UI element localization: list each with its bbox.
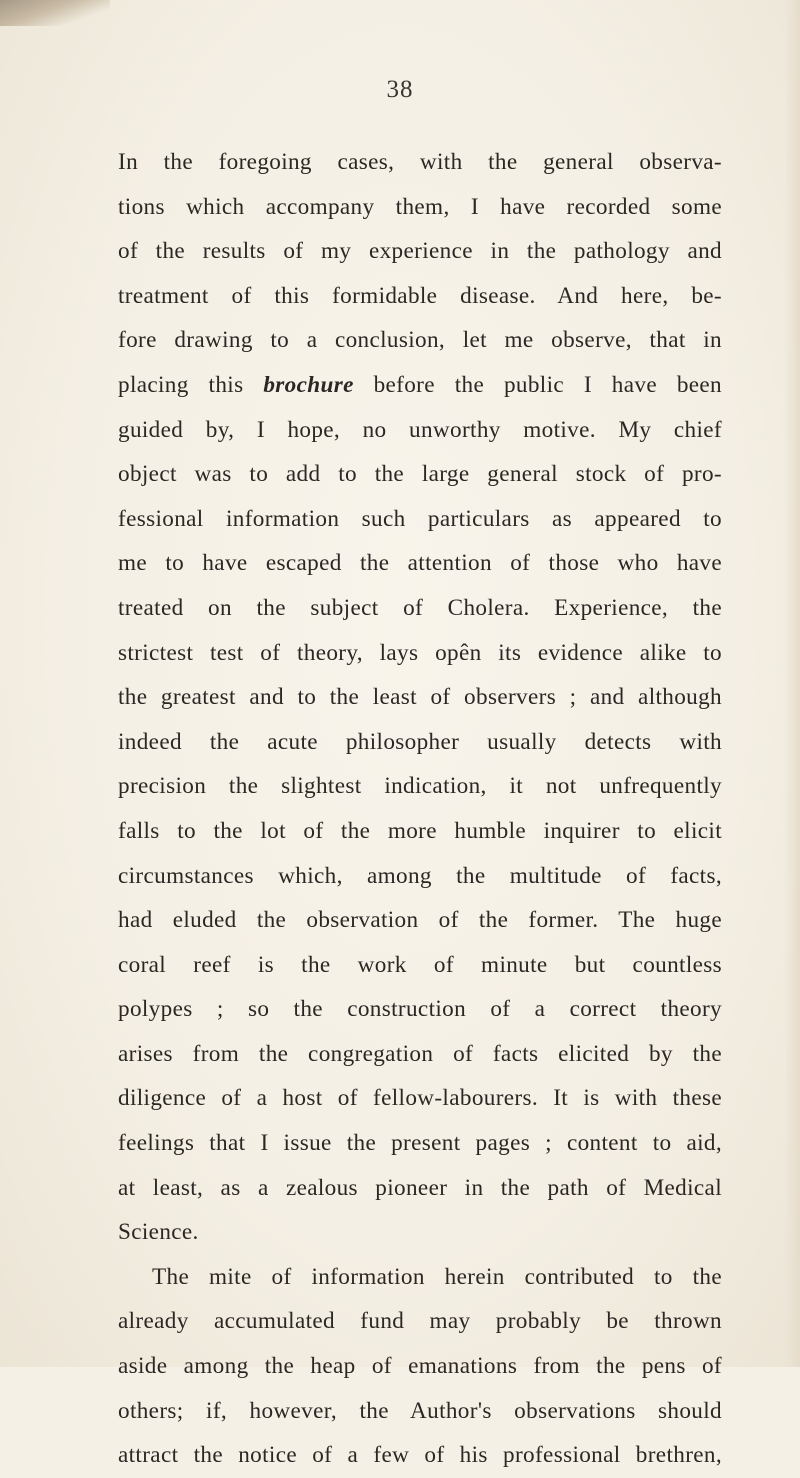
text-line: polypes ; so the construction of a correct theory xyxy=(118,996,722,1023)
text-line: diligence of a host of fellow-labourers. It is with these xyxy=(118,1085,722,1112)
text-line: aside among the heap of emanations from the pens of xyxy=(118,1353,722,1380)
text-line: falls to the lot of the more humble inquirer to elicit xyxy=(118,817,722,844)
text-line: The mite of information herein contributed to the xyxy=(152,1263,722,1290)
text-line: attract the notice of a few of his professional brethren, xyxy=(118,1442,722,1469)
text-line: feelings that I issue the present pages ; content to aid, xyxy=(118,1130,722,1157)
text-line: the greatest and to the least of observers ; and although xyxy=(118,684,722,711)
text-line: Science. xyxy=(118,1219,199,1246)
text-line: coral reef is the work of minute but countless xyxy=(118,951,722,978)
text-line: precision the slightest indication, it not unfrequently xyxy=(118,773,722,800)
page-number: 38 xyxy=(386,76,414,103)
edge-shadow xyxy=(784,0,800,1367)
text-line: of the results of my experience in the pathology and xyxy=(118,238,722,265)
text-line: others; if, however, the Author's observations should xyxy=(118,1397,722,1424)
text-line: circumstances which, among the multitude of facts, xyxy=(118,862,722,889)
text-line: fessional information such particulars as appeared to xyxy=(118,505,722,532)
text-line: tions which accompany them, I have recorded some xyxy=(118,193,722,220)
paragraph-2 xyxy=(118,1255,722,1478)
text-line: arises from the congregation of facts elicited by the xyxy=(118,1040,722,1067)
italic-word: brochure xyxy=(263,371,354,398)
text-line: had eluded the observation of the former. The huge xyxy=(118,907,722,934)
text-line: treated on the subject of Cholera. Experience, the xyxy=(118,594,722,621)
corner-stain xyxy=(0,0,110,26)
body-text xyxy=(118,140,722,1478)
text-line: already accumulated fund may probably be thrown xyxy=(118,1308,722,1335)
text-line: In the foregoing cases, with the general observa- xyxy=(118,149,722,175)
text-line: at least, as a zealous pioneer in the path of Medical xyxy=(118,1174,722,1201)
text-line: strictest test of theory, lays opên its evidence alike to xyxy=(118,639,722,666)
text-line: placing this brochure before the public I have been xyxy=(118,371,722,398)
text-line: fore drawing to a conclusion, let me observe, that in xyxy=(118,327,722,354)
text-line: indeed the acute philosopher usually detects with xyxy=(118,728,722,755)
text-line: me to have escaped the attention of those who have xyxy=(118,550,722,577)
text-line: object was to add to the large general stock of pro- xyxy=(118,461,722,488)
text-line: guided by, I hope, no unworthy motive. My chief xyxy=(118,416,722,443)
paragraph-1 xyxy=(118,140,722,1255)
text-line: treatment of this formidable disease. And here, be- xyxy=(118,282,722,309)
